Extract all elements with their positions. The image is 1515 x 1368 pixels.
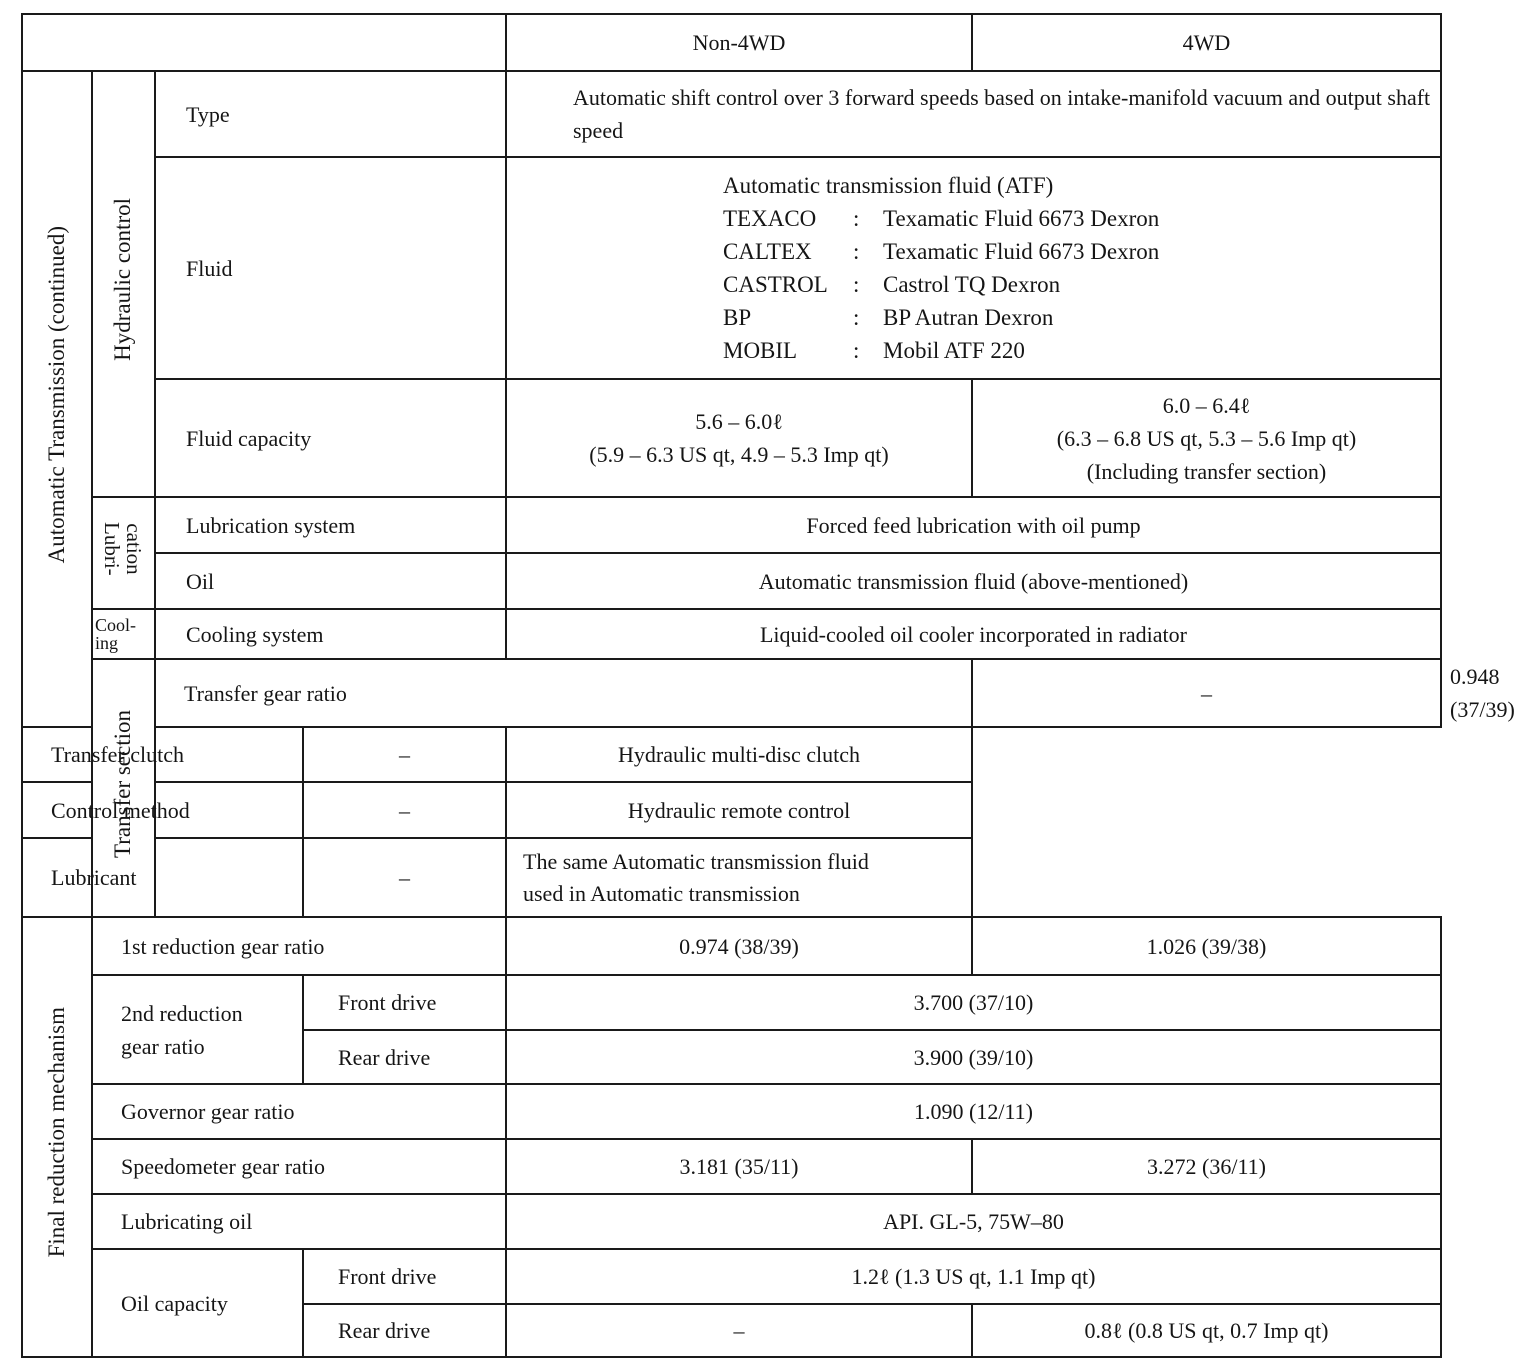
oil-capacity-front-label: Front drive	[303, 1249, 506, 1304]
transfer-clutch-non4wd: –	[303, 727, 506, 782]
transfer-clutch-label: Transfer clutch	[22, 727, 303, 782]
first-reduction-4wd: 1.026 (39/38)	[972, 917, 1441, 975]
table-row	[22, 975, 1441, 1030]
fluid-colon: :	[853, 239, 860, 264]
table-row	[22, 838, 1441, 917]
transfer-gear-ratio-label: Transfer gear ratio	[155, 659, 972, 727]
fluid-colon: :	[853, 206, 860, 231]
control-method-4wd: Hydraulic remote control	[506, 782, 972, 838]
capacity-line: (5.9 – 6.3 US qt, 4.9 – 5.3 Imp qt)	[589, 442, 889, 467]
capacity-line: 5.6 – 6.0ℓ	[695, 409, 783, 434]
fluid-colon: :	[853, 272, 860, 297]
fluid-value	[506, 157, 1441, 379]
speedometer-label: Speedometer gear ratio	[92, 1139, 506, 1194]
transfer-section-group-label: Transfer section	[92, 659, 155, 917]
governor-label: Governor gear ratio	[92, 1084, 506, 1139]
lubricating-oil-value: API. GL-5, 75W–80	[506, 1194, 1441, 1249]
lubrication-system-label: Lubrication system	[155, 497, 506, 553]
fluid-capacity-non4wd	[506, 379, 972, 497]
table-row	[22, 1139, 1441, 1194]
transfer-clutch-4wd: Hydraulic multi-disc clutch	[506, 727, 972, 782]
table-row	[22, 379, 1441, 497]
final-reduction-group-label: Final reduction mechanism	[22, 917, 92, 1357]
capacity-line: (6.3 – 6.8 US qt, 5.3 – 5.6 Imp qt)	[1056, 425, 1357, 451]
table-row	[22, 1084, 1441, 1139]
fluid-colon: :	[853, 305, 860, 330]
second-rear-drive-value: 3.900 (39/10)	[506, 1030, 1441, 1084]
capacity-line: 6.0 – 6.4ℓ	[1162, 392, 1251, 418]
control-method-label: Control method	[22, 782, 303, 838]
fluid-brand: CALTEX	[723, 239, 812, 264]
speedometer-4wd: 3.272 (36/11)	[972, 1139, 1441, 1194]
table-row	[22, 1249, 1441, 1304]
spec-table	[21, 13, 1515, 1358]
table-row	[22, 1194, 1441, 1249]
transfer-gear-ratio-non4wd: –	[972, 659, 1441, 727]
table-row	[22, 727, 1441, 782]
table-row	[22, 609, 1441, 659]
second-rear-drive-label: Rear drive	[303, 1030, 506, 1084]
hydraulic-control-label: Hydraulic control	[92, 71, 155, 497]
lubricant-non4wd: –	[303, 838, 506, 917]
table-row	[22, 71, 1441, 157]
oil-capacity-rear-non4wd: –	[506, 1304, 972, 1357]
table-row	[22, 553, 1441, 609]
automatic-transmission-group-label: Automatic Transmission (continued)	[22, 71, 92, 727]
lubricant-line: The same Automatic transmission fluid	[523, 848, 869, 874]
table-row	[22, 917, 1441, 975]
fluid-product: Texamatic Fluid 6673 Dexron	[883, 239, 1160, 264]
table-row: Transfer section Transfer gear ratio – 0.948 (37/39)	[22, 659, 1441, 727]
oil-capacity-label: Oil capacity	[92, 1249, 303, 1357]
header-non4wd: Non-4WD	[506, 14, 972, 71]
first-reduction-non4wd: 0.974 (38/39)	[506, 917, 972, 975]
fluid-capacity-4wd	[972, 379, 1441, 497]
fluid-brand: BP	[723, 305, 752, 330]
second-front-drive-value: 3.700 (37/10)	[506, 975, 1441, 1030]
fluid-product: Texamatic Fluid 6673 Dexron	[883, 206, 1160, 231]
speedometer-non4wd: 3.181 (35/11)	[506, 1139, 972, 1194]
lubricant-4wd	[506, 838, 972, 917]
second-front-drive-label: Front drive	[303, 975, 506, 1030]
type-label: Type	[155, 71, 506, 157]
capacity-line: (Including transfer section)	[1086, 458, 1327, 484]
oil-label: Oil	[155, 553, 506, 609]
cooling-label: Cool- ing	[92, 609, 155, 659]
fluid-heading: Automatic transmission fluid (ATF)	[723, 173, 1054, 198]
control-method-non4wd: –	[303, 782, 506, 838]
fluid-product: Mobil ATF 220	[883, 338, 1025, 363]
oil-value: Automatic transmission fluid (above-mentioned)	[506, 553, 1441, 609]
lubricant-label: Lubricant	[22, 838, 303, 917]
cooling-system-value: Liquid-cooled oil cooler incorporated in radiator	[506, 609, 1441, 659]
fluid-list	[723, 202, 1159, 367]
lubricating-oil-label: Lubricating oil	[92, 1194, 506, 1249]
fluid-colon: :	[853, 338, 860, 363]
oil-capacity-front-value: 1.2ℓ (1.3 US qt, 1.1 Imp qt)	[506, 1249, 1441, 1304]
table-row	[22, 497, 1441, 553]
lubrication-label: Lubri- cation	[92, 497, 155, 609]
fluid-label: Fluid	[155, 157, 506, 379]
table-row	[22, 157, 1441, 379]
fluid-brand: CASTROL	[723, 272, 828, 297]
fluid-capacity-label: Fluid capacity	[155, 379, 506, 497]
fluid-product: BP Autran Dexron	[883, 305, 1054, 330]
table-row	[22, 782, 1441, 838]
second-reduction-label: 2nd reduction gear ratio	[92, 975, 303, 1084]
oil-capacity-rear-4wd: 0.8ℓ (0.8 US qt, 0.7 Imp qt)	[972, 1304, 1441, 1357]
first-reduction-label: 1st reduction gear ratio	[92, 917, 506, 975]
fluid-product: Castrol TQ Dexron	[883, 272, 1061, 297]
type-value: Automatic shift control over 3 forward speeds based on intake-manifold vacuum and output shaft speed	[506, 71, 1441, 157]
header-4wd: 4WD	[972, 14, 1441, 71]
oil-capacity-rear-label: Rear drive	[303, 1304, 506, 1357]
lubricant-line: used in Automatic transmission	[523, 880, 800, 906]
fluid-brand: TEXACO	[723, 206, 817, 231]
header-blank-cell	[22, 14, 506, 71]
fluid-brand: MOBIL	[723, 338, 798, 363]
cooling-system-label: Cooling system	[155, 609, 506, 659]
lubrication-system-value: Forced feed lubrication with oil pump	[506, 497, 1441, 553]
header-row	[22, 14, 1441, 71]
governor-value: 1.090 (12/11)	[506, 1084, 1441, 1139]
